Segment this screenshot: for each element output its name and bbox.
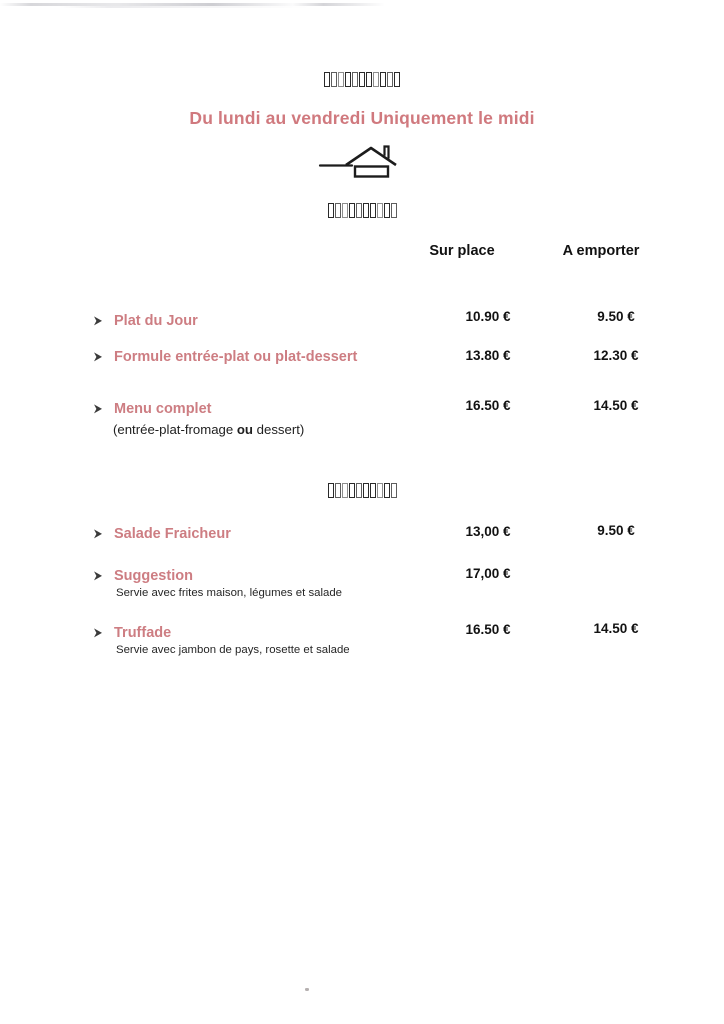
price-dine-in: 13.80 €: [465, 348, 511, 363]
price-dine-in: 17,00 €: [465, 566, 511, 581]
bullet-arrow-icon: [93, 528, 104, 540]
item-description: Servie avec jambon de pays, rosette et salade: [116, 644, 350, 656]
item-name: Menu complet: [114, 401, 212, 417]
price-takeaway: 9.50 €: [597, 309, 635, 324]
missing-glyph-box: [384, 203, 390, 218]
item-description: Servie avec frites maison, légumes et salade: [116, 587, 343, 599]
bullet-arrow-icon: [93, 403, 104, 415]
price-dine-in: 13,00 €: [465, 524, 511, 539]
bullet-arrow-icon: [93, 315, 104, 327]
missing-glyph-box: [391, 483, 397, 498]
item-name: Suggestion: [114, 568, 193, 584]
column-header-a-emporter: A emporter: [562, 243, 640, 259]
missing-glyph-box: [363, 483, 369, 498]
missing-glyph-box: [324, 72, 330, 87]
missing-glyph-box: [328, 483, 334, 498]
missing-glyph-box: [335, 483, 341, 498]
house-line-icon: [0, 140, 724, 182]
missing-glyph-box: [342, 203, 348, 218]
missing-glyph-box: [384, 483, 390, 498]
missing-glyph-box: [370, 483, 376, 498]
item-name: Plat du Jour: [114, 313, 198, 329]
missing-glyph-box: [373, 72, 379, 87]
missing-glyph-box: [366, 72, 372, 87]
price-dine-in: 16.50 €: [465, 398, 511, 413]
item-name: Formule entrée-plat ou plat-dessert: [114, 349, 358, 365]
price-takeaway: 12.30 €: [593, 348, 639, 363]
missing-glyph-box: [356, 203, 362, 218]
missing-glyph-box: [370, 203, 376, 218]
price-takeaway: 14.50 €: [593, 621, 639, 636]
missing-glyph-box: [380, 72, 386, 87]
item-name: Salade Fraicheur: [114, 526, 231, 542]
column-header-sur-place: Sur place: [429, 243, 495, 259]
missing-glyph-box: [377, 203, 383, 218]
missing-glyph-box: [394, 72, 400, 87]
missing-glyph-box: [335, 203, 341, 218]
scan-artifact-streak-secondary: [60, 6, 310, 8]
price-takeaway: 9.50 €: [597, 523, 635, 538]
scan-artifact-speck: [305, 988, 309, 991]
missing-glyph-box: [338, 72, 344, 87]
missing-glyph-box: [391, 203, 397, 218]
price-dine-in: 10.90 €: [465, 309, 511, 324]
item-description-lead: (entrée-plat-fromage: [113, 422, 237, 437]
missing-glyph-box: [331, 72, 337, 87]
missing-glyph-box: [345, 72, 351, 87]
missing-glyph-box: [352, 72, 358, 87]
missing-glyph-box: [387, 72, 393, 87]
bullet-arrow-icon: [93, 570, 104, 582]
missing-glyph-box: [377, 483, 383, 498]
item-description-emphasis: ou: [236, 422, 253, 437]
item-name: Truffade: [114, 625, 172, 641]
missing-glyph-box: [349, 203, 355, 218]
subtitle-availability: Du lundi au vendredi Uniquement le midi: [189, 108, 535, 128]
heading-formules: [0, 72, 724, 91]
missing-glyph-box: [328, 203, 334, 218]
bullet-arrow-icon: [93, 351, 104, 363]
heading-carte: [0, 483, 724, 502]
missing-glyph-box: [363, 203, 369, 218]
item-description: [113, 422, 304, 437]
missing-glyph-box: [359, 72, 365, 87]
price-takeaway: 14.50 €: [593, 398, 639, 413]
item-description-tail: dessert): [253, 422, 305, 437]
missing-glyph-box: [349, 483, 355, 498]
heading-menus: [0, 203, 724, 222]
price-dine-in: 16.50 €: [465, 622, 511, 637]
missing-glyph-box: [356, 483, 362, 498]
missing-glyph-box: [342, 483, 348, 498]
bullet-arrow-icon: [93, 627, 104, 639]
